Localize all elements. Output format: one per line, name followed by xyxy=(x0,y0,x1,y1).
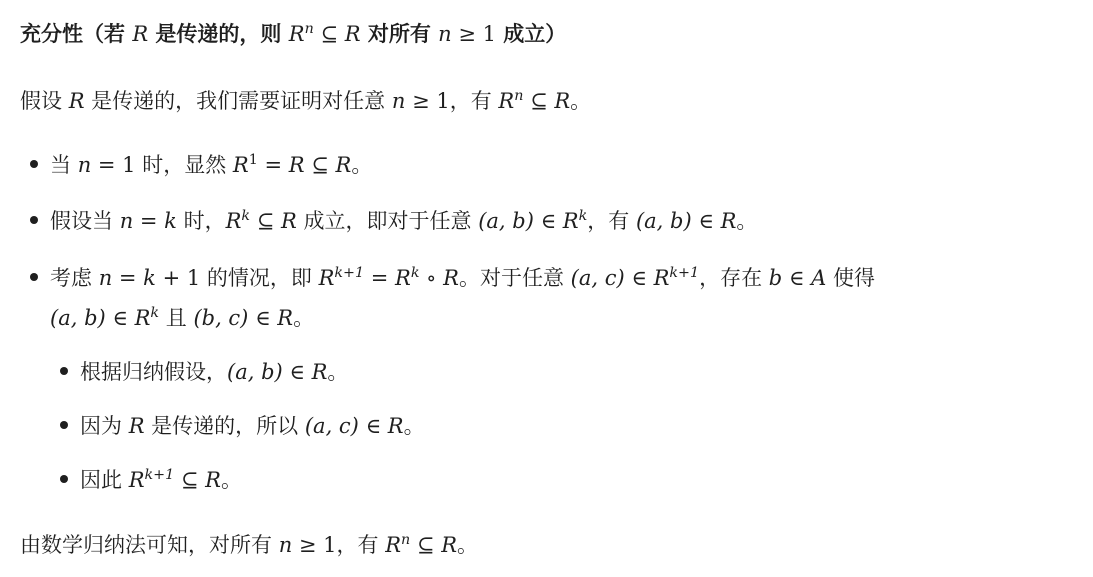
math-R: R xyxy=(653,266,670,290)
list-item xyxy=(30,149,372,181)
math-R: R xyxy=(441,533,457,557)
sub-list-item xyxy=(60,410,425,442)
list-item xyxy=(30,205,757,237)
text: ，存在 xyxy=(699,266,769,290)
math-R: R xyxy=(554,89,571,113)
math-R: R xyxy=(311,360,328,384)
text: 因此 xyxy=(80,468,129,492)
text: 。 xyxy=(403,414,425,438)
heading-text: 对所有 xyxy=(360,22,439,46)
text: 使得 xyxy=(826,266,875,290)
math-R: R xyxy=(498,89,515,113)
math-R: R xyxy=(132,22,149,46)
math-superscript: k xyxy=(578,208,588,224)
bullet-icon xyxy=(60,475,68,483)
math-operator: ⊆ xyxy=(304,153,336,177)
math-n: n xyxy=(77,153,92,177)
bullet-icon xyxy=(30,273,38,281)
math-operator: = xyxy=(364,266,396,290)
math-R: R xyxy=(288,22,305,46)
math-n: n xyxy=(391,89,406,113)
math-operator: ∈ xyxy=(105,306,135,330)
math-R: R xyxy=(277,306,294,330)
math-pair: (a, b) xyxy=(227,360,283,384)
text: 假设当 xyxy=(50,209,120,233)
math-R: R xyxy=(443,266,459,290)
text: 。对于任意 xyxy=(458,266,571,290)
text: 且 xyxy=(159,306,194,330)
conclusion-paragraph xyxy=(20,529,478,561)
math-operator: ⊆ xyxy=(523,89,555,113)
math-operator: ≥ 1 xyxy=(451,22,496,46)
list-item xyxy=(30,262,875,294)
math-operator: = 1 xyxy=(91,153,136,177)
math-A: A xyxy=(811,266,827,290)
math-superscript: k+1 xyxy=(144,467,175,483)
text: 是传递的，所以 xyxy=(144,414,305,438)
math-operator: ∈ xyxy=(248,306,278,330)
section-heading xyxy=(20,18,566,50)
heading-text: 是传递的，则 xyxy=(148,22,289,46)
math-superscript: k+1 xyxy=(334,265,365,281)
bullet-icon xyxy=(30,216,38,224)
math-R: R xyxy=(335,153,352,177)
math-R: R xyxy=(318,266,335,290)
math-R: R xyxy=(128,468,145,492)
text: ，有 xyxy=(587,209,636,233)
math-pair: (a, b) xyxy=(478,209,534,233)
math-R: R xyxy=(720,209,737,233)
math-R: R xyxy=(281,209,297,233)
math-superscript: k xyxy=(241,208,251,224)
math-operator: ⊆ xyxy=(410,533,442,557)
math-operator: ⊆ xyxy=(174,468,206,492)
text: 因为 xyxy=(80,414,129,438)
text: ，有 xyxy=(336,533,386,557)
math-pair: (a, c) xyxy=(304,414,359,438)
math-R: R xyxy=(344,22,361,46)
math-operator: ≥ 1 xyxy=(292,533,337,557)
math-n: n xyxy=(278,533,293,557)
text: 。 xyxy=(220,468,242,492)
sub-list-item xyxy=(60,464,242,496)
text: 由数学归纳法可知，对所有 xyxy=(20,533,279,557)
math-n: n xyxy=(119,209,134,233)
math-k: k xyxy=(164,209,177,233)
text: 当 xyxy=(50,153,78,177)
math-R: R xyxy=(134,306,151,330)
bullet-icon xyxy=(60,421,68,429)
math-superscript: n xyxy=(401,532,411,548)
text: 。 xyxy=(736,209,758,233)
text: ，有 xyxy=(449,89,499,113)
text: 考虑 xyxy=(50,266,99,290)
text: 是传递的，我们需要证明对任意 xyxy=(84,89,392,113)
math-operator: = xyxy=(112,266,144,290)
math-operator: ∈ xyxy=(691,209,721,233)
math-operator: ∈ xyxy=(282,360,312,384)
text: 成立，即对于任意 xyxy=(296,209,479,233)
math-operator: ⊆ xyxy=(250,209,282,233)
math-n: n xyxy=(98,266,113,290)
heading-text: 充分性（若 xyxy=(20,22,133,46)
math-R: R xyxy=(232,153,249,177)
math-pair: (a, b) xyxy=(50,306,106,330)
bullet-icon xyxy=(30,160,38,168)
math-operator: + 1 xyxy=(155,266,201,290)
text: 根据归纳假设， xyxy=(80,360,227,384)
text: 。 xyxy=(327,360,349,384)
text: 。 xyxy=(457,533,478,557)
math-pair: (a, b) xyxy=(635,209,692,233)
text: 。 xyxy=(293,306,315,330)
math-superscript: k xyxy=(410,265,420,281)
math-operator: ∈ xyxy=(533,209,563,233)
math-operator: ∈ xyxy=(624,266,654,290)
math-operator: ≥ 1 xyxy=(405,89,450,113)
math-superscript: n xyxy=(514,88,524,104)
math-n: n xyxy=(438,22,452,46)
text: 时， xyxy=(176,209,226,233)
math-operator: ∘ xyxy=(419,266,444,290)
math-R: R xyxy=(387,414,404,438)
math-R: R xyxy=(385,533,402,557)
text: 时，显然 xyxy=(135,153,233,177)
math-R: R xyxy=(562,209,579,233)
text: 的情况，即 xyxy=(200,266,319,290)
math-superscript: k xyxy=(150,305,160,321)
math-b: b xyxy=(768,266,783,290)
math-superscript: 1 xyxy=(248,152,258,168)
intro-paragraph xyxy=(20,85,591,117)
math-operator: ⊆ xyxy=(313,22,345,46)
math-R: R xyxy=(288,153,305,177)
bullet-icon xyxy=(60,367,68,375)
math-R: R xyxy=(205,468,221,492)
math-operator: ∈ xyxy=(358,414,388,438)
text: 。 xyxy=(351,153,373,177)
math-superscript: k+1 xyxy=(669,265,700,281)
text: 。 xyxy=(570,89,592,113)
math-operator: = xyxy=(133,209,165,233)
math-k: k xyxy=(143,266,156,290)
list-item-continuation xyxy=(50,302,314,334)
math-pair: (b, c) xyxy=(193,306,249,330)
math-R: R xyxy=(128,414,145,438)
math-operator: = xyxy=(257,153,289,177)
text: 假设 xyxy=(20,89,69,113)
math-superscript: n xyxy=(304,21,314,37)
math-operator: ∈ xyxy=(782,266,812,290)
heading-text: 成立） xyxy=(496,22,567,46)
math-R: R xyxy=(225,209,242,233)
math-R: R xyxy=(395,266,411,290)
math-R: R xyxy=(68,89,85,113)
math-pair: (a, c) xyxy=(570,266,625,290)
sub-list-item xyxy=(60,356,348,388)
